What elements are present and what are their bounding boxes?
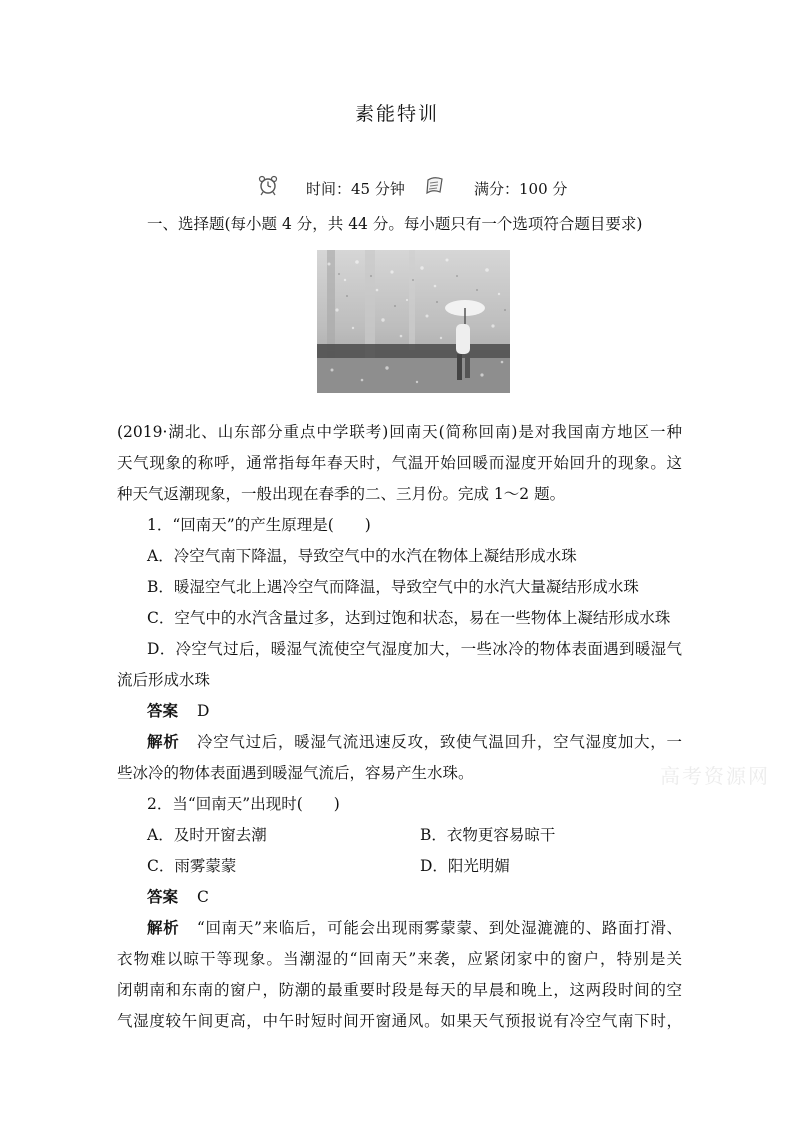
analysis-line: 解析 “回南天”来临后，可能会出现雨雾蒙蒙、到处湿漉漉的、路面打滑、 bbox=[147, 918, 682, 937]
analysis-line: 解析 冷空气过后，暖湿气流迅速反攻，致使气温回升，空气湿度加大，一 bbox=[147, 732, 682, 751]
passage-line: (2019·湖北、山东部分重点中学联考)回南天(简称回南)是对我国南方地区一种 bbox=[117, 423, 682, 441]
analysis-line: 闭朝南和东南的窗户，防潮的最重要时段是每天的早晨和晚上，这两段时间的空 bbox=[117, 981, 682, 999]
analysis-label: 解析 bbox=[147, 918, 180, 937]
answer-label: 答案 bbox=[147, 701, 179, 720]
answer-row bbox=[147, 699, 209, 721]
option-b: B．暖湿空气北上遇冷空气而降温，导致空气中的水汽大量凝结形成水珠 bbox=[147, 578, 639, 596]
exam-meta bbox=[0, 178, 794, 200]
answer-label: 答案 bbox=[147, 887, 179, 906]
option-a: A．冷空气南下降温，导致空气中的水汽在物体上凝结形成水珠 bbox=[147, 547, 577, 565]
question-stem: 1．“回南天”的产生原理是( ) bbox=[147, 516, 371, 534]
alarm-clock-icon bbox=[257, 174, 279, 200]
paper-roll-icon bbox=[424, 174, 446, 200]
option-d-continued: 流后形成水珠 bbox=[117, 671, 211, 689]
full-score: 满分：100 分 bbox=[474, 180, 568, 198]
option-a: A．及时开窗去潮 bbox=[147, 826, 267, 844]
answer-value: D bbox=[196, 702, 210, 720]
option-d: D．阳光明媚 bbox=[420, 857, 510, 875]
page-title: 素能特训 bbox=[354, 103, 439, 125]
option-d: D．冷空气过后，暖湿气流使空气湿度加大，一些冰冷的物体表面遇到暖湿气 bbox=[147, 640, 682, 658]
analysis-line: 气湿度较午间更高，中午时短时间开窗通风。如果天气预报说有冷空气南下时， bbox=[117, 1012, 682, 1030]
question-stem: 2．当“回南天”出现时( ) bbox=[147, 795, 340, 813]
answer-row bbox=[147, 885, 209, 907]
passage-line: 种天气返潮现象，一般出现在春季的二、三月份。完成 1～2 题。 bbox=[117, 485, 566, 503]
option-c: C．空气中的水汽含量过多，达到过饱和状态，易在一些物体上凝结形成水珠 bbox=[147, 609, 671, 627]
section-heading: 一、选择题(每小题 4 分，共 44 分。每小题只有一个选项符合题目要求) bbox=[147, 215, 643, 233]
passage-line: 天气现象的称呼，通常指每年春天时，气温开始回暖而湿度开始回升的现象。这 bbox=[117, 454, 682, 472]
watermark: 高考资源网 bbox=[660, 764, 770, 788]
rainy-window-photo bbox=[317, 250, 510, 393]
analysis-line: 些冰冷的物体表面遇到暖湿气流后，容易产生水珠。 bbox=[117, 764, 474, 782]
analysis-line: 衣物难以晾干等现象。当潮湿的“回南天”来袭，应紧闭家中的窗户，特别是关 bbox=[117, 950, 682, 968]
analysis-label: 解析 bbox=[147, 732, 180, 751]
option-c: C．雨雾蒙蒙 bbox=[147, 857, 237, 875]
time-limit: 时间：45 分钟 bbox=[306, 180, 405, 198]
option-b: B．衣物更容易晾干 bbox=[420, 826, 556, 844]
answer-value: C bbox=[196, 888, 209, 906]
